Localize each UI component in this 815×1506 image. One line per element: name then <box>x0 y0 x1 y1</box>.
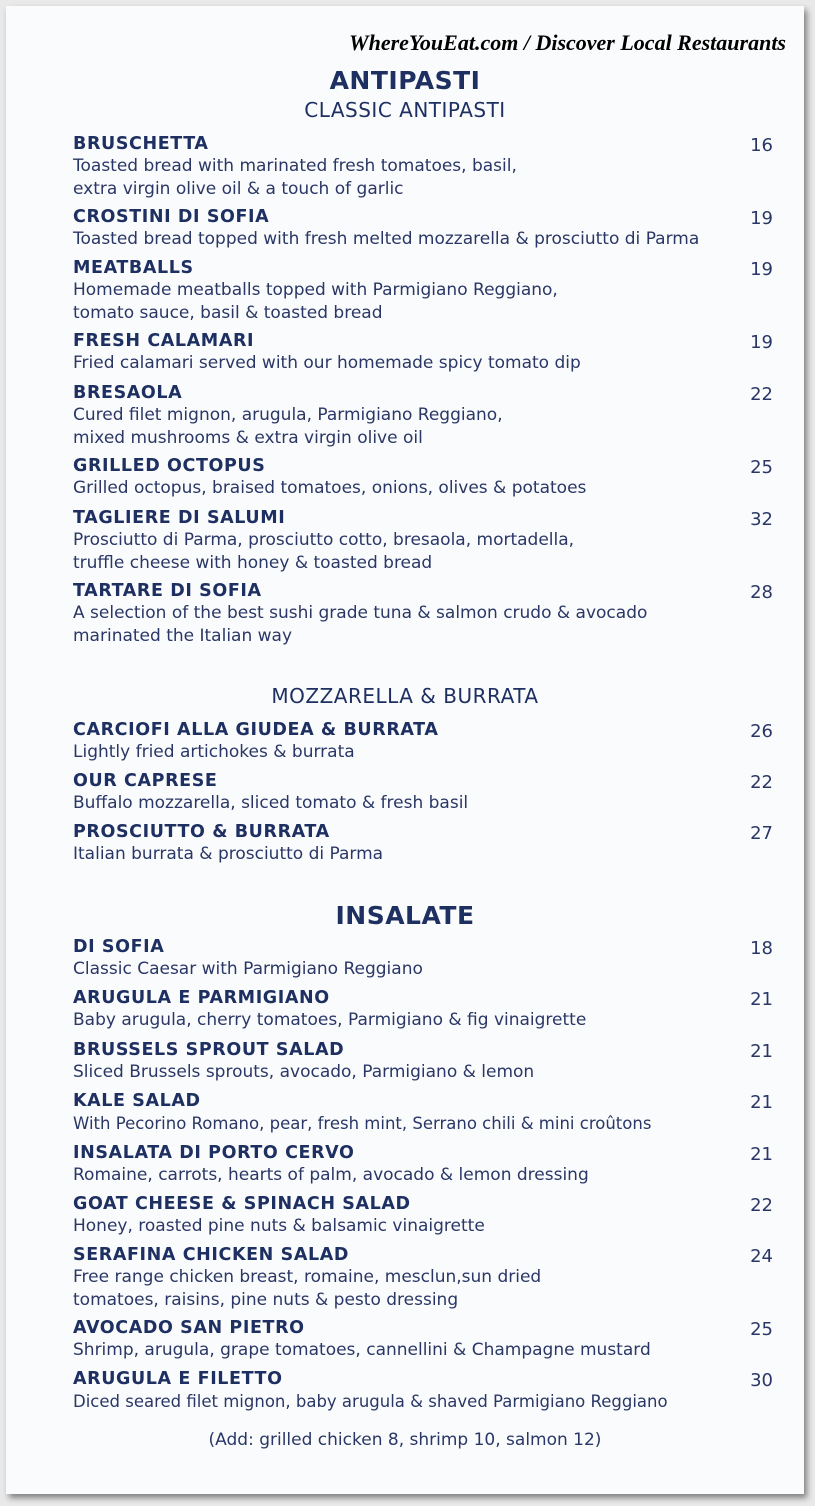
menu-item <box>73 206 773 251</box>
item-name: BRESAOLA <box>73 383 183 403</box>
item-price: 19 <box>750 208 773 229</box>
item-price: 26 <box>750 721 773 742</box>
item-price: 22 <box>750 384 773 405</box>
item-price: 22 <box>750 772 773 793</box>
item-price: 25 <box>750 1319 773 1340</box>
item-desc: Diced seared filet mignon, baby arugula & shaved Parmigiano Reggiano <box>73 1392 668 1411</box>
item-desc: Shrimp, arugula, grape tomatoes, cannellini & Champagne mustard <box>73 1340 651 1360</box>
item-price: 28 <box>750 582 773 603</box>
item-desc: Romaine, carrots, hearts of palm, avocado & lemon dressing <box>73 1165 589 1185</box>
item-price: 19 <box>750 259 773 280</box>
item-desc: Toasted bread topped with fresh melted mozzarella & prosciutto di Parma <box>73 229 700 249</box>
item-price: 21 <box>750 1144 773 1165</box>
item-name: ARUGULA E FILETTO <box>73 1369 283 1389</box>
item-desc: A selection of the best sushi grade tuna & salmon crudo & avocado marinated the Italian way <box>73 603 648 646</box>
item-desc: Prosciutto di Parma, prosciutto cotto, bresaola, mortadella, truffle cheese with honey & toasted bread <box>73 530 575 573</box>
item-price: 21 <box>750 989 773 1010</box>
item-price: 30 <box>750 1370 773 1391</box>
item-desc: Honey, roasted pine nuts & balsamic vinaigrette <box>73 1216 485 1236</box>
item-name: PROSCIUTTO & BURRATA <box>73 822 330 842</box>
subsection-title-classic: CLASSIC ANTIPASTI <box>304 98 506 122</box>
menu-item <box>73 936 773 981</box>
menu-item <box>73 330 773 375</box>
menu-item <box>73 1244 773 1312</box>
section-title-insalate: INSALATE <box>335 901 475 930</box>
item-desc: Italian burrata & prosciutto di Parma <box>73 844 384 864</box>
item-price: 25 <box>750 457 773 478</box>
item-name: GOAT CHEESE & SPINACH SALAD <box>73 1194 411 1214</box>
item-name: CROSTINI DI SOFIA <box>73 207 270 227</box>
menu-item <box>73 1090 773 1135</box>
item-name: TARTARE DI SOFIA <box>73 581 262 601</box>
item-price: 22 <box>750 1195 773 1216</box>
item-name: OUR CAPRESE <box>73 771 218 791</box>
item-desc: Classic Caesar with Parmigiano Reggiano <box>73 959 423 979</box>
item-price: 16 <box>750 135 773 156</box>
item-name: TAGLIERE DI SALUMI <box>73 508 286 528</box>
item-desc: Toasted bread with marinated fresh tomatoes, basil, extra virgin olive oil & a touch of garlic <box>73 156 517 199</box>
item-name: BRUSSELS SPROUT SALAD <box>73 1040 345 1060</box>
item-desc: Fried calamari served with our homemade spicy tomato dip <box>73 353 581 373</box>
item-price: 32 <box>750 509 773 530</box>
menu-item <box>73 1368 773 1413</box>
item-price: 24 <box>750 1246 773 1267</box>
menu-item <box>73 821 773 866</box>
item-name: CARCIOFI ALLA GIUDEA & BURRATA <box>73 720 439 740</box>
item-name: INSALATA DI PORTO CERVO <box>73 1143 355 1163</box>
item-name: ARUGULA E PARMIGIANO <box>73 988 330 1008</box>
item-price: 21 <box>750 1041 773 1062</box>
item-name: MEATBALLS <box>73 258 194 278</box>
item-name: DI SOFIA <box>73 937 165 957</box>
item-price: 21 <box>750 1092 773 1113</box>
menu-item <box>73 382 773 450</box>
menu-item <box>73 719 773 764</box>
item-price: 27 <box>750 823 773 844</box>
item-desc: Homemade meatballs topped with Parmigiano Reggiano, tomato sauce, basil & toasted bread <box>73 280 558 323</box>
item-desc: With Pecorino Romano, pear, fresh mint, Serrano chili & mini croûtons <box>73 1114 652 1133</box>
menu-item <box>73 580 773 648</box>
menu-item <box>73 1317 773 1362</box>
item-name: KALE SALAD <box>73 1091 201 1111</box>
item-desc: Cured filet mignon, arugula, Parmigiano Reggiano, mixed mushrooms & extra virgin olive oil <box>73 405 503 448</box>
item-price: 19 <box>750 332 773 353</box>
item-name: GRILLED OCTOPUS <box>73 456 266 476</box>
item-desc: Grilled octopus, braised tomatoes, onions, olives & potatoes <box>73 478 587 498</box>
menu-item <box>73 1193 773 1238</box>
item-desc: Free range chicken breast, romaine, mesclun,sun dried tomatoes, raisins, pine nuts & pesto dressing <box>73 1267 542 1310</box>
item-name: FRESH CALAMARI <box>73 331 255 351</box>
add-ons-note: (Add: grilled chicken 8, shrimp 10, salmon 12) <box>208 1430 602 1450</box>
item-name: SERAFINA CHICKEN SALAD <box>73 1245 349 1265</box>
item-name: BRUSCHETTA <box>73 134 209 154</box>
item-price: 18 <box>750 938 773 959</box>
subsection-title-mozzarella: MOZZARELLA & BURRATA <box>271 684 539 708</box>
item-desc: Buffalo mozzarella, sliced tomato & fresh basil <box>73 793 469 813</box>
item-desc: Lightly fried artichokes & burrata <box>73 742 355 762</box>
section-title-antipasti: ANTIPASTI <box>329 66 481 95</box>
item-name: AVOCADO SAN PIETRO <box>73 1318 305 1338</box>
menu-item <box>73 1039 773 1084</box>
menu-item <box>73 770 773 815</box>
menu-item <box>73 987 773 1032</box>
menu-item <box>73 507 773 575</box>
menu-item <box>73 1142 773 1187</box>
menu-item <box>73 257 773 325</box>
site-header[interactable]: WhereYouEat.com / Discover Local Restaurants <box>349 30 786 55</box>
menu-item <box>73 455 773 500</box>
item-desc: Sliced Brussels sprouts, avocado, Parmigiano & lemon <box>73 1062 535 1082</box>
item-desc: Baby arugula, cherry tomatoes, Parmigiano & fig vinaigrette <box>73 1010 587 1030</box>
menu-page <box>6 6 804 1494</box>
menu-item <box>73 133 773 201</box>
